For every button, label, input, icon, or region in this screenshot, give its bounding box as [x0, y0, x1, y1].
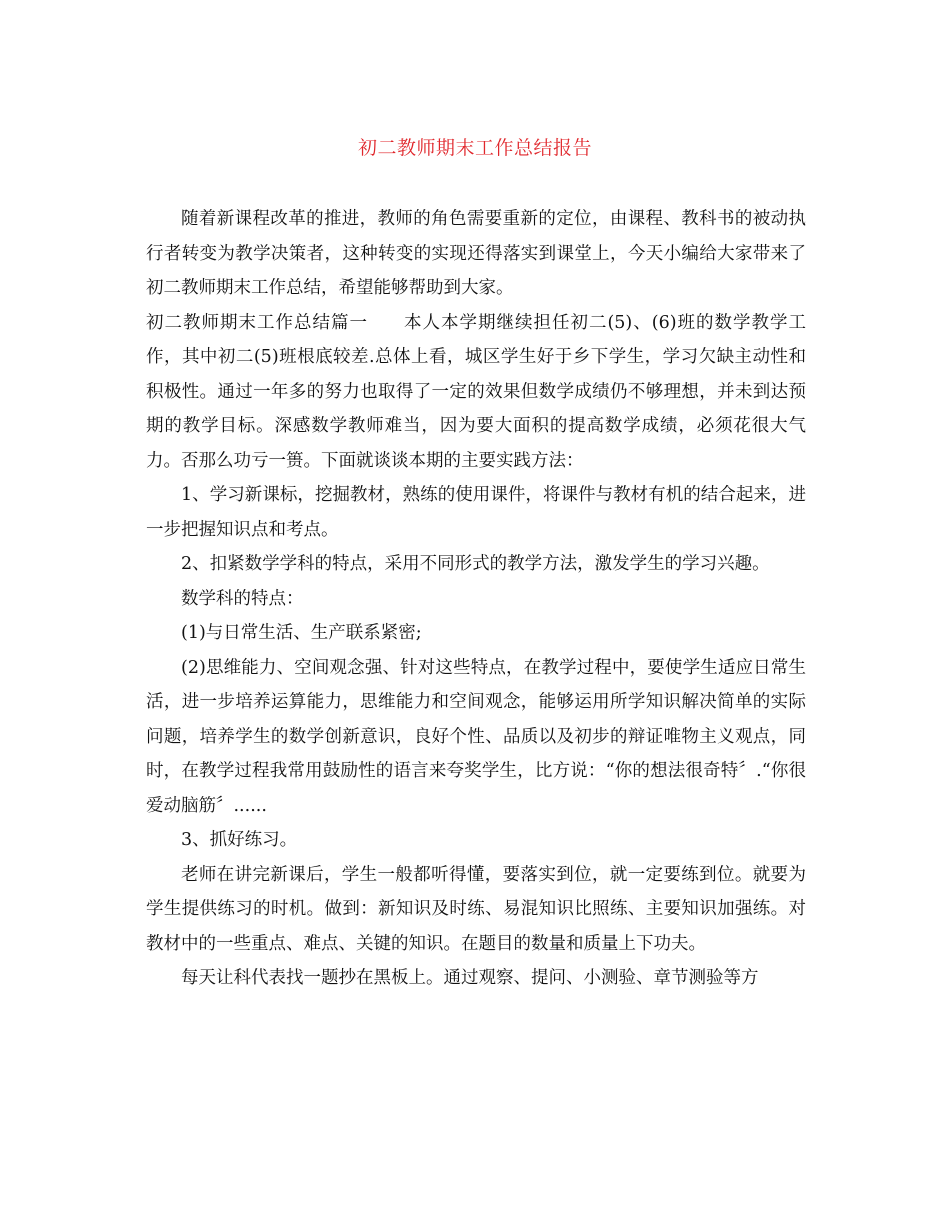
section1-heading: 初二教师期末工作总结篇一: [146, 312, 368, 333]
section1-paragraph: [146, 306, 806, 479]
point1-paragraph: 1、学习新课标，挖掘教材，熟练的使用课件，将课件与教材有机的结合起来，进一步把握知识点和考点。: [146, 485, 806, 540]
trait1-paragraph: (1)与日常生活、生产联系紧密;: [181, 623, 422, 643]
section1-text: 本人本学期继续担任初二(5)、(6)班的数学教学工作，其中初二(5)班根底较差.总体上看，城区学生好于乡下学生，学习欠缺主动性和积极性。通过一年多的努力也取得了一定的效果但数学成绩仍不够理想，并未到达预期的教学目标。深感数学教师难当，因为要大面积的提高数学成绩，必须花很大气力。否那么功亏一篑。下面就谈谈本期的主要实践方法：: [146, 312, 807, 471]
practice-paragraph: 老师在讲完新课后，学生一般都听得懂，要落实到位，就一定要练到位。就要为学生提供练习的时机。做到：新知识及时练、易混知识比照练、主要知识加强练。对教材中的一些重点、难点、关键的知识。在题目的数量和质量上下功夫。: [146, 864, 806, 954]
traits-heading: 数学科的特点：: [181, 588, 304, 609]
intro-paragraph: 随着新课程改革的推进，教师的角色需要重新的定位，由课程、教科书的被动执行者转变为教学决策者，这种转变的实现还得落实到课堂上，今天小编给大家带来了初二教师期末工作总结，希望能够帮助到大家。: [146, 209, 806, 298]
daily-paragraph: 每天让科代表找一题抄在黑板上。通过观察、提问、小测验、章节测验等方: [181, 968, 759, 988]
document-title: 初二教师期末工作总结报告: [357, 137, 592, 159]
point2-paragraph: 2、扣紧数学学科的特点，采用不同形式的教学方法，激发学生的学习兴趣。: [181, 554, 770, 574]
point3-paragraph: 3、抓好练习。: [181, 830, 298, 850]
trait2-paragraph: (2)思维能力、空间观念强、针对这些特点，在教学过程中，要使学生适应日常生活，进一步培养运算能力，思维能力和空间观念，能够运用所学知识解决简单的实际问题，培养学生的数学创新意识，良好个性、品质以及初步的辩证唯物主义观点，同时，在教学过程我常用鼓励性的语言来夸奖学生，比方说：“你的想法很奇特〞.“你很爱动脑筋〞......: [146, 657, 806, 816]
document-body: [146, 202, 806, 996]
